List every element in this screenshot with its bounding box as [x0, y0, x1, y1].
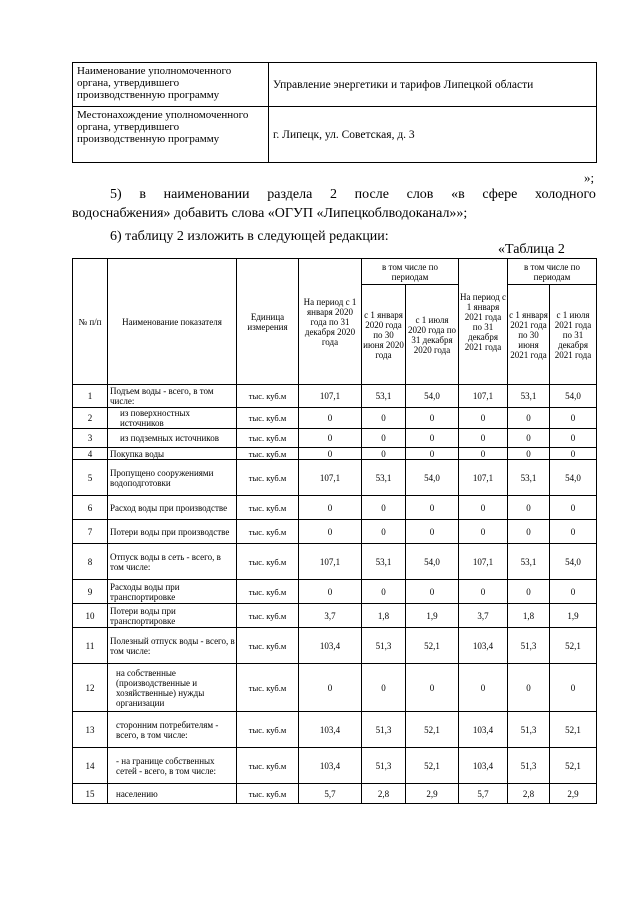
row-value: 0 [508, 429, 550, 448]
row-num: 7 [73, 520, 108, 544]
row-unit: тыс. куб.м [237, 784, 299, 804]
row-value: 0 [362, 520, 406, 544]
row-value: 0 [299, 408, 362, 429]
row-value: 0 [459, 520, 508, 544]
row-value: 53,1 [508, 460, 550, 496]
row-unit: тыс. куб.м [237, 604, 299, 628]
row-value: 53,1 [362, 385, 406, 408]
item-5-word: после [354, 187, 389, 202]
row-value: 0 [299, 580, 362, 604]
row-unit: тыс. куб.м [237, 544, 299, 580]
row-value: 52,1 [550, 748, 597, 784]
row-value: 51,3 [508, 712, 550, 748]
row-value: 0 [459, 408, 508, 429]
row-unit: тыс. куб.м [237, 748, 299, 784]
info-row [73, 63, 597, 107]
row-name: из подземных источников [108, 429, 237, 448]
row-num: 1 [73, 385, 108, 408]
row-unit: тыс. куб.м [237, 496, 299, 520]
row-value: 51,3 [508, 628, 550, 664]
row-name: Пропущено сооружениями водоподготовки [108, 460, 237, 496]
row-value: 107,1 [299, 385, 362, 408]
row-value: 51,3 [362, 628, 406, 664]
row-name: Подъем воды - всего, в том числе: [108, 385, 237, 408]
row-value: 1,8 [362, 604, 406, 628]
row-name: Потери воды при транспортировке [108, 604, 237, 628]
row-value: 1,9 [406, 604, 459, 628]
row-num: 11 [73, 628, 108, 664]
row-value: 0 [299, 496, 362, 520]
row-value: 54,0 [550, 460, 597, 496]
table-row [73, 784, 597, 804]
row-unit: тыс. куб.м [237, 429, 299, 448]
row-value: 0 [550, 408, 597, 429]
row-value: 0 [406, 520, 459, 544]
row-value: 0 [459, 448, 508, 460]
row-value: 1,9 [550, 604, 597, 628]
row-num: 12 [73, 664, 108, 712]
row-value: 51,3 [362, 748, 406, 784]
row-name: на собственные (производственные и хозяйственные) нужды организации [108, 664, 237, 712]
row-value: 3,7 [299, 604, 362, 628]
row-value: 0 [299, 664, 362, 712]
row-value: 53,1 [508, 544, 550, 580]
header-num: № п/п [73, 259, 108, 385]
row-value: 0 [406, 429, 459, 448]
row-value: 0 [550, 520, 597, 544]
table-row [73, 448, 597, 460]
row-value: 0 [362, 408, 406, 429]
row-value: 0 [362, 448, 406, 460]
row-value: 0 [406, 580, 459, 604]
header-h1-2020: с 1 января 2020 года по 30 июня 2020 года [362, 285, 406, 385]
row-value: 0 [508, 520, 550, 544]
row-value: 0 [406, 664, 459, 712]
info-label: Наименование уполномоченного органа, утвердившего производственную программу [73, 63, 269, 107]
row-value: 5,7 [299, 784, 362, 804]
row-value: 5,7 [459, 784, 508, 804]
row-num: 2 [73, 408, 108, 429]
row-name: Покупка воды [108, 448, 237, 460]
row-value: 0 [459, 664, 508, 712]
row-num: 13 [73, 712, 108, 748]
item-5-word: раздела [267, 187, 313, 202]
header-period-2020: На период с 1 января 2020 года по 31 декабря 2020 года [299, 259, 362, 385]
row-value: 53,1 [508, 385, 550, 408]
row-value: 107,1 [299, 460, 362, 496]
row-num: 15 [73, 784, 108, 804]
row-unit: тыс. куб.м [237, 385, 299, 408]
item-5-word: «в [451, 187, 465, 202]
table-row [73, 748, 597, 784]
row-value: 54,0 [406, 460, 459, 496]
row-value: 0 [299, 448, 362, 460]
row-value: 1,8 [508, 604, 550, 628]
row-value: 0 [459, 429, 508, 448]
row-value: 52,1 [406, 748, 459, 784]
row-value: 107,1 [459, 385, 508, 408]
row-value: 2,8 [362, 784, 406, 804]
row-unit: тыс. куб.м [237, 712, 299, 748]
row-value: 0 [508, 408, 550, 429]
table-row [73, 496, 597, 520]
table-row [73, 460, 597, 496]
row-unit: тыс. куб.м [237, 408, 299, 429]
header-h1-2021: с 1 января 2021 года по 30 июня 2021 года [508, 285, 550, 385]
row-value: 107,1 [459, 460, 508, 496]
row-value: 0 [362, 496, 406, 520]
row-name: Потери воды при производстве [108, 520, 237, 544]
row-name: населению [108, 784, 237, 804]
table-caption: «Таблица 2 [498, 242, 565, 257]
row-num: 8 [73, 544, 108, 580]
row-value: 0 [550, 448, 597, 460]
table-row [73, 628, 597, 664]
header-h2-2020: с 1 июля 2020 года по 31 декабря 2020 года [406, 285, 459, 385]
water-supply-table [72, 258, 597, 804]
row-value: 0 [299, 429, 362, 448]
row-value: 103,4 [299, 628, 362, 664]
row-value: 0 [550, 429, 597, 448]
row-value: 107,1 [299, 544, 362, 580]
header-incl-2021: в том числе по периодам [508, 259, 597, 285]
item-5-word: холодного [535, 187, 596, 202]
row-name: Отпуск воды в сеть - всего, в том числе: [108, 544, 237, 580]
row-value: 2,8 [508, 784, 550, 804]
row-value: 103,4 [299, 712, 362, 748]
table-row [73, 580, 597, 604]
row-value: 0 [362, 664, 406, 712]
item-5-word: 2 [329, 187, 337, 202]
row-num: 3 [73, 429, 108, 448]
row-value: 103,4 [459, 712, 508, 748]
row-value: 0 [550, 496, 597, 520]
row-unit: тыс. куб.м [237, 580, 299, 604]
info-label: Местонахождение уполномоченного органа, утвердившего производственную программу [73, 107, 269, 163]
row-value: 0 [550, 664, 597, 712]
info-row [73, 107, 597, 163]
row-value: 51,3 [508, 748, 550, 784]
row-value: 54,0 [406, 385, 459, 408]
row-value: 0 [508, 496, 550, 520]
row-unit: тыс. куб.м [237, 628, 299, 664]
row-value: 52,1 [406, 712, 459, 748]
item-5-word: 5) [110, 187, 122, 202]
row-value: 54,0 [550, 544, 597, 580]
row-unit: тыс. куб.м [237, 448, 299, 460]
row-value: 2,9 [550, 784, 597, 804]
row-value: 2,9 [406, 784, 459, 804]
header-name: Наименование показателя [108, 259, 237, 385]
item-5-word: в [139, 187, 146, 202]
row-value: 0 [299, 520, 362, 544]
amendment-item-5-line1 [110, 187, 596, 203]
row-value: 52,1 [550, 628, 597, 664]
table-row [73, 408, 597, 429]
row-value: 3,7 [459, 604, 508, 628]
closing-quote: »; [584, 170, 595, 185]
item-5-word: сфере [482, 187, 518, 202]
row-unit: тыс. куб.м [237, 520, 299, 544]
row-value: 51,3 [362, 712, 406, 748]
row-value: 53,1 [362, 460, 406, 496]
row-value: 54,0 [550, 385, 597, 408]
table-row [73, 544, 597, 580]
header-unit: Единица измерения [237, 259, 299, 385]
row-name: - на границе собственных сетей - всего, в том числе: [108, 748, 237, 784]
row-value: 103,4 [299, 748, 362, 784]
row-unit: тыс. куб.м [237, 664, 299, 712]
row-value: 0 [362, 429, 406, 448]
row-num: 4 [73, 448, 108, 460]
row-value: 0 [508, 580, 550, 604]
row-value: 0 [459, 580, 508, 604]
row-num: 14 [73, 748, 108, 784]
header-incl-2020: в том числе по периодам [362, 259, 459, 285]
row-value: 52,1 [550, 712, 597, 748]
header-h2-2021: с 1 июля 2021 года по 31 декабря 2021 года [550, 285, 597, 385]
row-num: 5 [73, 460, 108, 496]
table-row [73, 520, 597, 544]
row-value: 0 [406, 448, 459, 460]
item-5-word: слов [406, 187, 434, 202]
row-unit: тыс. куб.м [237, 460, 299, 496]
row-value: 0 [508, 664, 550, 712]
info-value: г. Липецк, ул. Советская, д. 3 [269, 107, 597, 163]
row-num: 6 [73, 496, 108, 520]
amendment-item-5-line2: водоснабжения» добавить слова «ОГУП «Липецкоблводоканал»»; [72, 206, 468, 221]
row-num: 9 [73, 580, 108, 604]
row-value: 0 [406, 496, 459, 520]
row-value: 54,0 [406, 544, 459, 580]
item-5-word: наименовании [163, 187, 250, 202]
row-value: 0 [406, 408, 459, 429]
table-row [73, 664, 597, 712]
table-row [73, 712, 597, 748]
row-num: 10 [73, 604, 108, 628]
amendment-item-6: 6) таблицу 2 изложить в следующей редакции: [110, 229, 389, 244]
header-period-2021: На период с 1 января 2021 года по 31 декабря 2021 года [459, 259, 508, 385]
row-value: 103,4 [459, 628, 508, 664]
table-row [73, 604, 597, 628]
row-value: 53,1 [362, 544, 406, 580]
row-value: 0 [508, 448, 550, 460]
row-value: 107,1 [459, 544, 508, 580]
row-name: Полезный отпуск воды - всего, в том числе: [108, 628, 237, 664]
authority-info-table [72, 62, 597, 163]
table-row [73, 385, 597, 408]
row-value: 0 [459, 496, 508, 520]
row-value: 52,1 [406, 628, 459, 664]
row-name: Расход воды при производстве [108, 496, 237, 520]
row-name: сторонним потребителям - всего, в том числе: [108, 712, 237, 748]
table-row [73, 429, 597, 448]
row-value: 0 [550, 580, 597, 604]
info-value: Управление энергетики и тарифов Липецкой области [269, 63, 597, 107]
row-value: 0 [362, 580, 406, 604]
row-value: 103,4 [459, 748, 508, 784]
row-name: из поверхностных источников [108, 408, 237, 429]
row-name: Расходы воды при транспортировке [108, 580, 237, 604]
